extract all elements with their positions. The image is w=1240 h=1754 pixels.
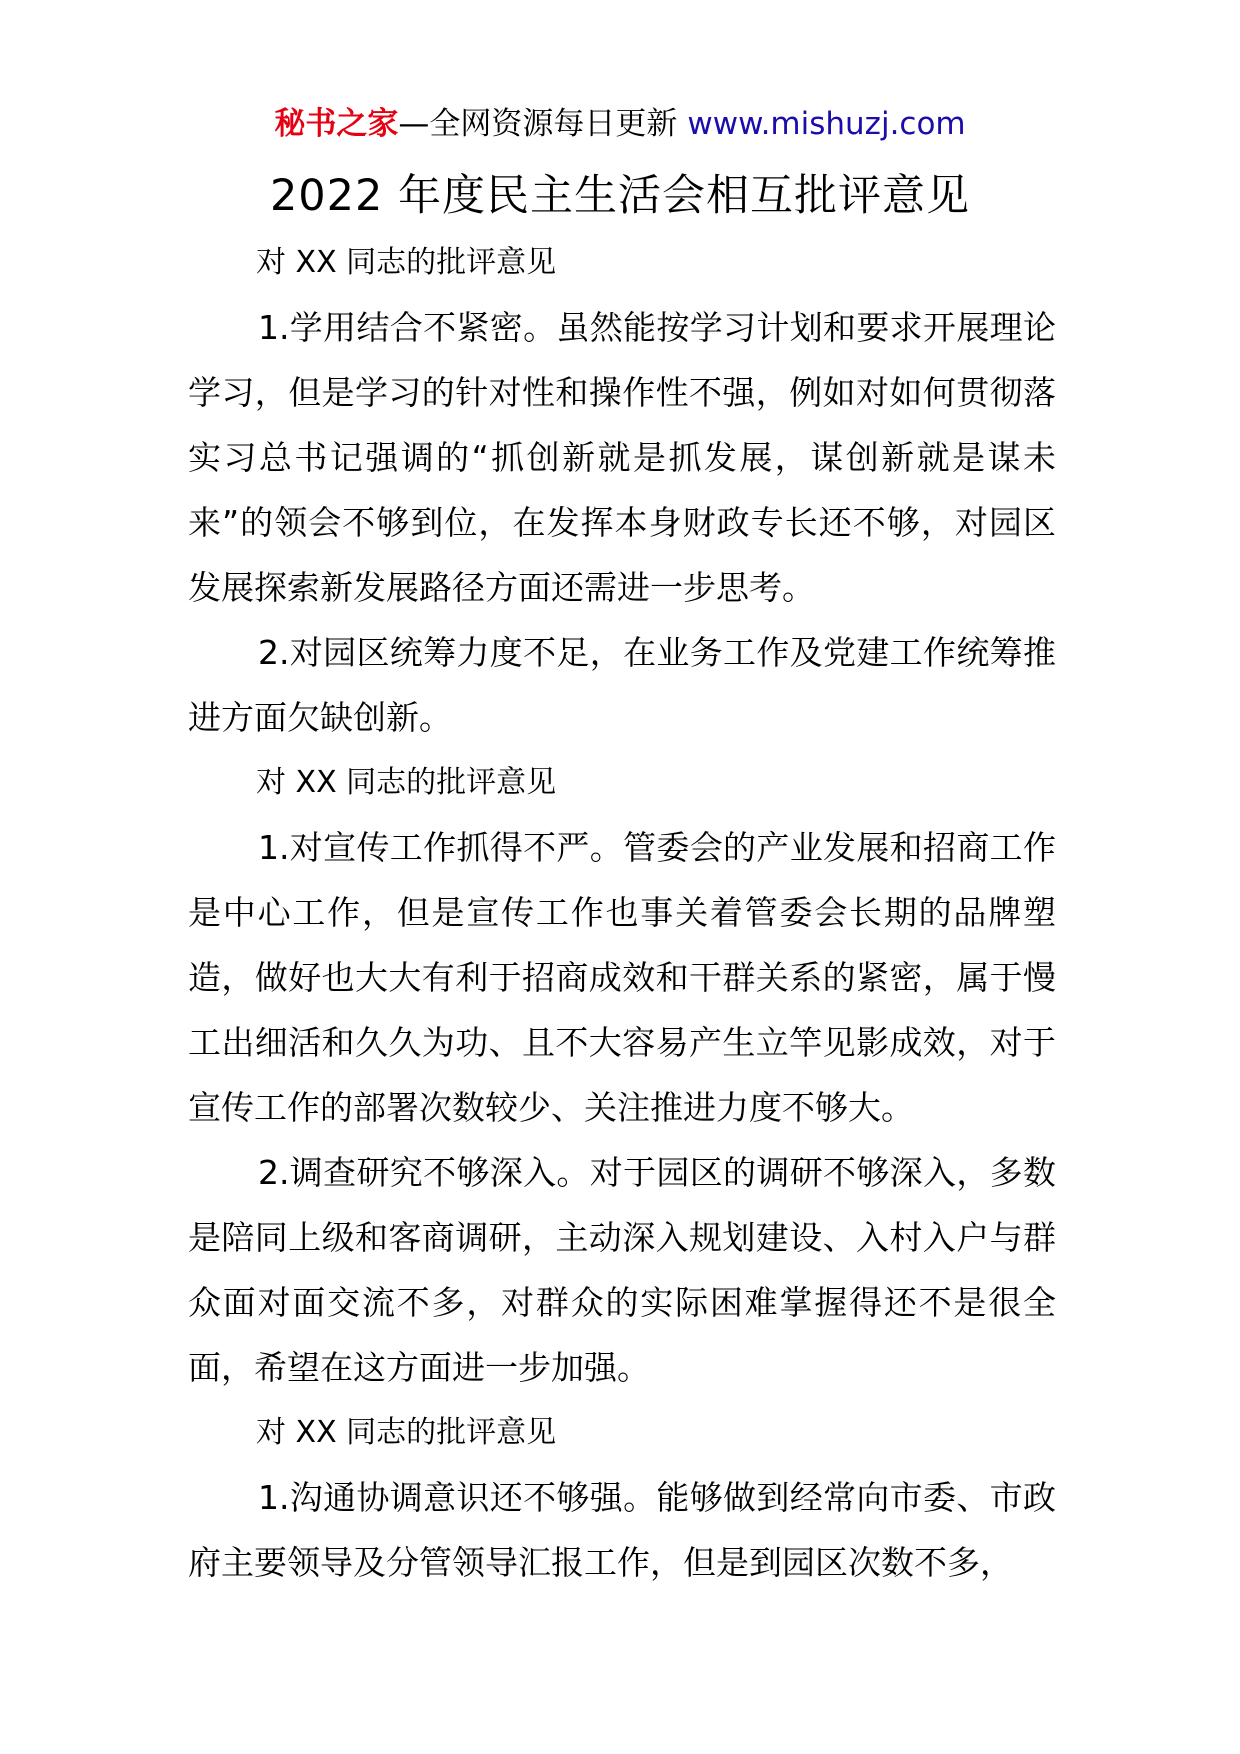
- section-heading: 对 XX 同志的批评意见: [256, 765, 557, 800]
- paragraph: 2.对园区统筹力度不足，在业务工作及党建工作统筹推进方面欠缺创新。: [188, 633, 1056, 737]
- document-title: 2022 年度民主生活会相互批评意见: [269, 171, 971, 221]
- site-header: [0, 102, 1240, 146]
- header-slogan: —全网资源每日更新: [398, 106, 678, 142]
- paragraph: 1.对宣传工作抓得不严。管委会的产业发展和招商工作是中心工作，但是宣传工作也事关着管委会长期的品牌塑造，做好也大大有利于招商成效和干群关系的紧密，属于慢工出细活和久久为功、且不大容易产生立竿见影成效，对于宣传工作的部署次数较少、关注推进力度不够大。: [188, 828, 1056, 1127]
- paragraph: 1.沟通协调意识还不够强。能够做到经常向市委、市政府主要领导及分管领导汇报工作，但是到园区次数不多，: [188, 1478, 1056, 1582]
- site-url-link[interactable]: www.mishuzj.com: [687, 106, 966, 142]
- paragraph: 2.调查研究不够深入。对于园区的调研不够深入，多数是陪同上级和客商调研，主动深入规划建设、入村入户与群众面对面交流不多，对群众的实际困难掌握得还不是很全面，希望在这方面进一步加强。: [188, 1153, 1056, 1387]
- brand-name: 秘书之家: [274, 106, 399, 142]
- section-heading: 对 XX 同志的批评意见: [256, 245, 557, 280]
- section-heading: 对 XX 同志的批评意见: [256, 1415, 557, 1450]
- paragraph: 1.学用结合不紧密。虽然能按学习计划和要求开展理论学习，但是学习的针对性和操作性不强，例如对如何贯彻落实习总书记强调的“抓创新就是抓发展，谋创新就是谋未来”的领会不够到位，在发挥本身财政专长还不够，对园区发展探索新发展路径方面还需进一步思考。: [188, 308, 1056, 607]
- document-body: [188, 230, 1056, 1595]
